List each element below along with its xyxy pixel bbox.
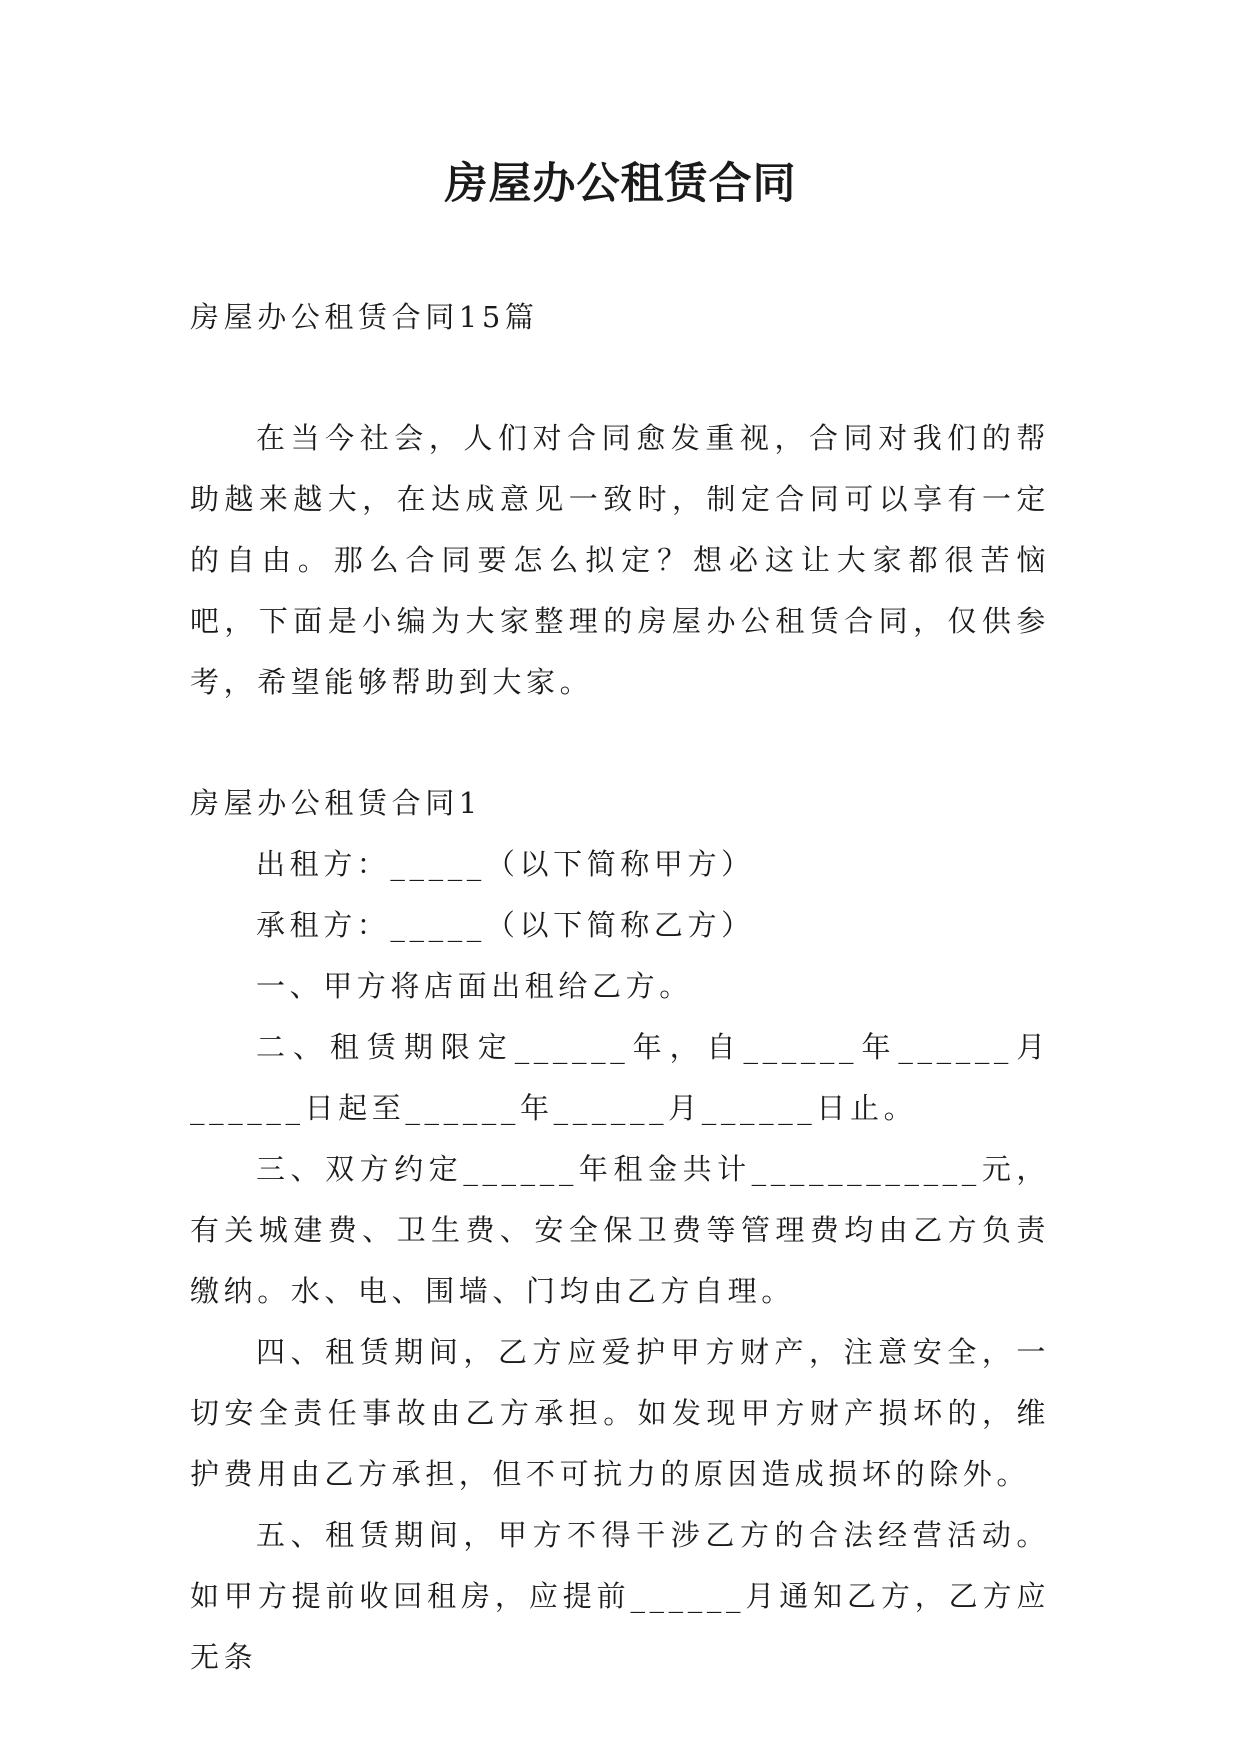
clause-2: 二、租赁期限定______年，自______年______月______日起至______年______月______日止。 (190, 1030, 1050, 1125)
intro-paragraph: 在当今社会，人们对合同愈发重视，合同对我们的帮助越来越大，在达成意见一致时，制定合同可以享有一定的自由。那么合同要怎么拟定？想必这让大家都很苦恼吧，下面是小编为大家整理的房屋办公租赁合同，仅供参考，希望能够帮助到大家。 (190, 421, 1050, 699)
document-body (190, 287, 1050, 1688)
clause-3: 三、双方约定______年租金共计____________元，有关城建费、卫生费、安全保卫费等管理费均由乙方负责缴纳。水、电、围墙、门均由乙方自理。 (190, 1152, 1050, 1308)
clause-lessor: 出租方：_____（以下简称甲方） (256, 847, 755, 881)
clause-lessee: 承租方：_____（以下简称乙方） (256, 908, 755, 942)
section-heading: 房屋办公租赁合同1 (190, 786, 482, 820)
clause-5: 五、租赁期间，甲方不得干涉乙方的合法经营活动。如甲方提前收回租房，应提前______月通知乙方，乙方应无条 (190, 1518, 1050, 1674)
clause-1: 一、甲方将店面出租给乙方。 (256, 969, 693, 1003)
clause-4: 四、租赁期间，乙方应爱护甲方财产，注意安全，一切安全责任事故由乙方承担。如发现甲方财产损坏的，维护费用由乙方承担，但不可抗力的原因造成损坏的除外。 (190, 1335, 1050, 1491)
document-title: 房屋办公租赁合同 (444, 159, 797, 209)
document-subtitle: 房屋办公租赁合同15篇 (190, 300, 539, 334)
